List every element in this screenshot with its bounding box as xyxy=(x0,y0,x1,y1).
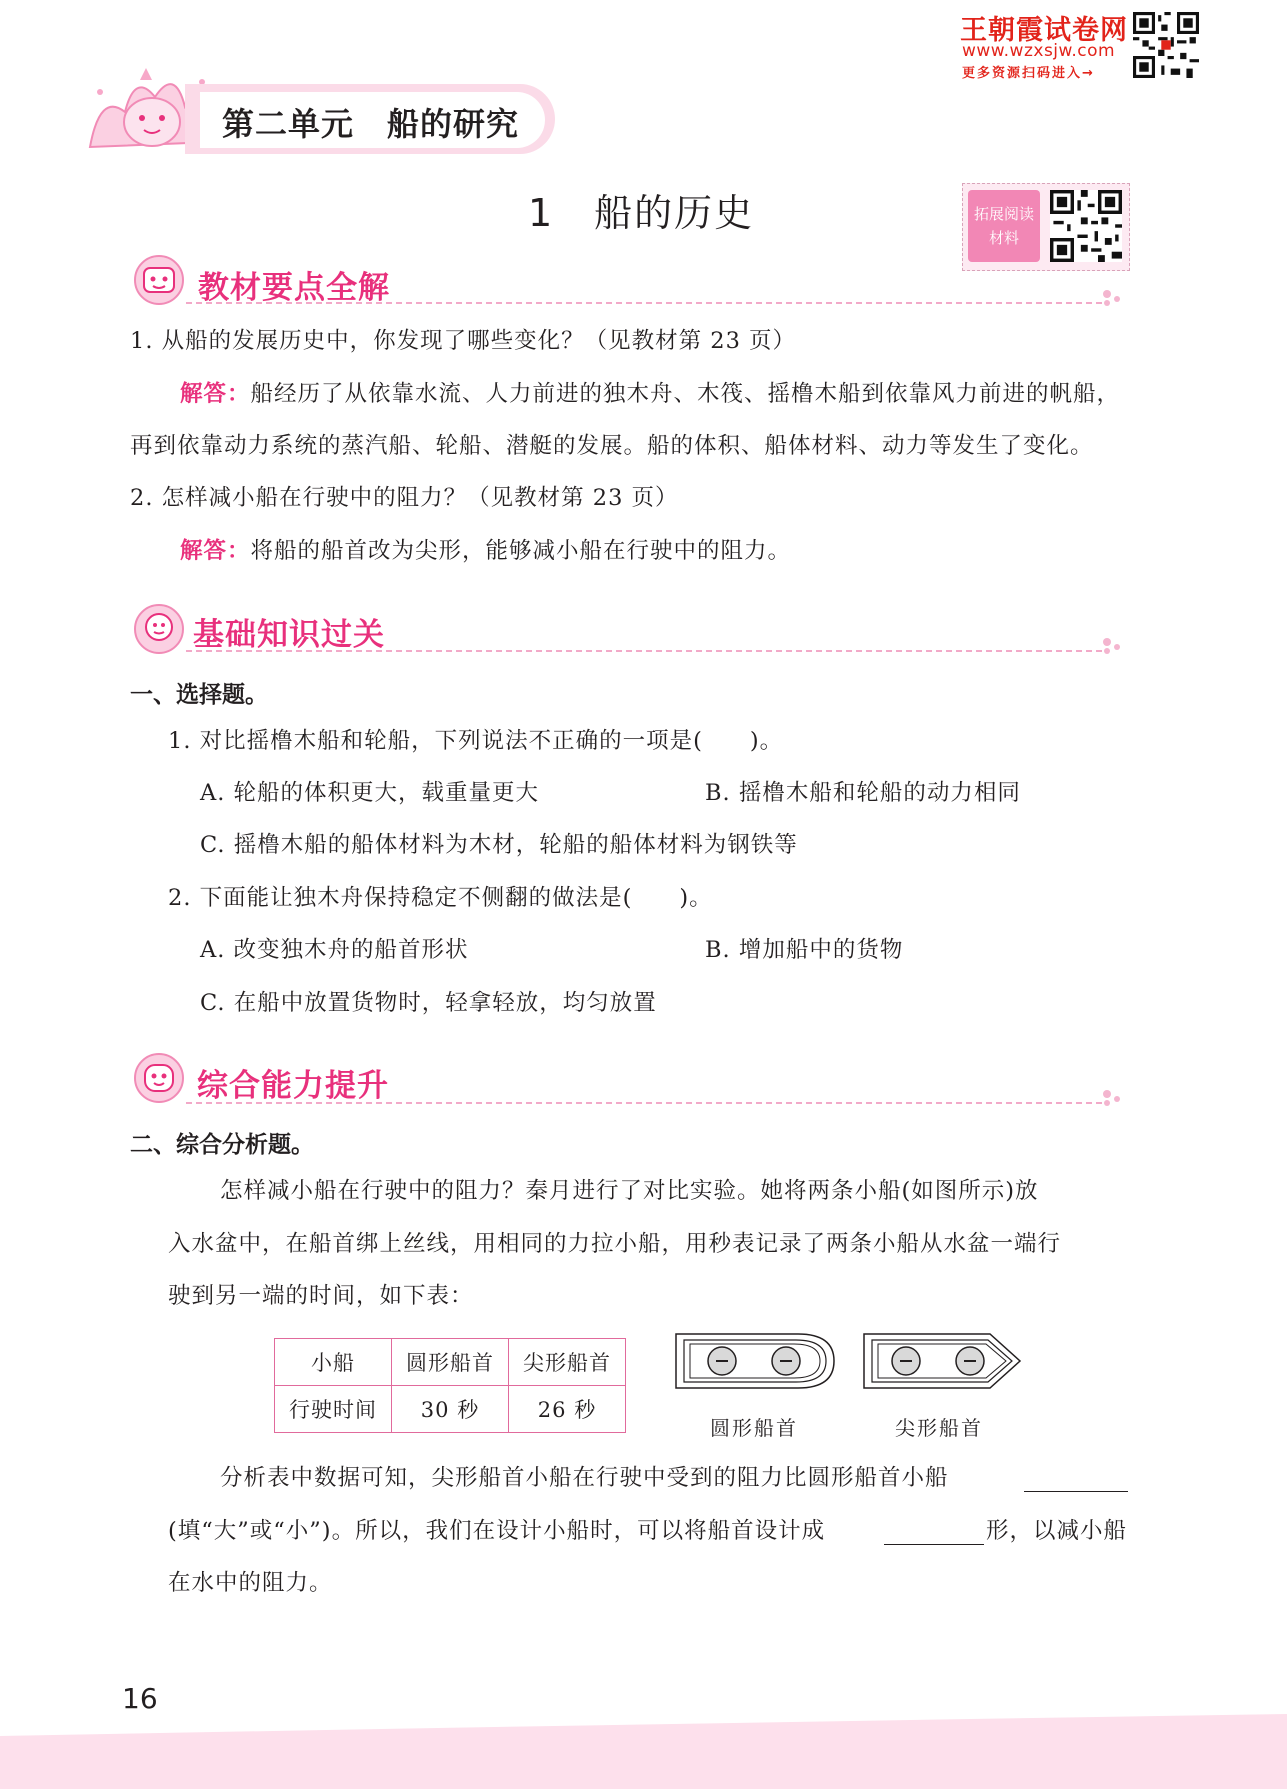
table-cell: 行驶时间 xyxy=(275,1386,392,1433)
choice-c[interactable]: C. 在船中放置货物时，轻拿轻放，均匀放置 xyxy=(200,990,657,1016)
section-mascot-icon xyxy=(130,603,188,655)
section-divider xyxy=(186,302,1102,304)
part-heading: 二、综合分析题。 xyxy=(130,1132,314,1158)
section-mascot-icon xyxy=(130,254,188,306)
brand-url[interactable]: www.wzxsjw.com xyxy=(962,41,1116,61)
paragraph-line: 驶到另一端的时间，如下表： xyxy=(168,1283,474,1309)
choice-b[interactable]: B. 增加船中的货物 xyxy=(705,937,904,963)
lesson-title: 1 船的历史 xyxy=(528,191,755,235)
paragraph-line: 入水盆中，在船首绑上丝线，用相同的力拉小船，用秒表记录了两条小船从水盆一端行 xyxy=(168,1231,1062,1257)
paragraph-line: 在水中的阻力。 xyxy=(168,1570,333,1596)
choice-c[interactable]: C. 摇橹木船的船体材料为木材，轮船的船体材料为钢铁等 xyxy=(200,832,798,858)
figure-caption: 圆形船首 xyxy=(710,1416,798,1440)
qr-code-icon[interactable] xyxy=(1050,190,1122,262)
paragraph-line: 怎样减小船在行驶中的阻力？秦月进行了对比实验。她将两条小船(如图所示)放 xyxy=(220,1178,1039,1204)
extended-reading-label: 拓展阅读材料 xyxy=(968,190,1040,262)
table-cell: 小船 xyxy=(275,1339,392,1386)
paragraph-line: 形，以减小船 xyxy=(986,1518,1128,1544)
answer-blank[interactable] xyxy=(884,1544,984,1545)
page-number: 16 xyxy=(122,1682,158,1715)
question-text: 2. 下面能让独木舟保持稳定不侧翻的做法是( )。 xyxy=(168,885,713,911)
table-cell: 尖形船首 xyxy=(509,1339,626,1386)
table-row xyxy=(275,1339,626,1386)
qr-code-icon[interactable] xyxy=(1133,12,1199,78)
answer-line: 解答：船经历了从依靠水流、人力前进的独木舟、木筏、摇橹木船到依靠风力前进的帆船， xyxy=(180,381,1121,407)
table-cell: 26 秒 xyxy=(509,1386,626,1433)
answer-line: 解答：将船的船首改为尖形，能够减小船在行驶中的阻力。 xyxy=(180,538,792,564)
section-mascot-icon xyxy=(130,1052,188,1104)
section-divider xyxy=(186,650,1102,652)
question-text: 1. 从船的发展历史中，你发现了哪些变化？（见教材第 23 页） xyxy=(130,328,797,354)
answer-blank[interactable] xyxy=(1024,1491,1128,1492)
choice-b[interactable]: B. 摇橹木船和轮船的动力相同 xyxy=(705,780,1021,806)
answer-label: 解答： xyxy=(180,381,251,407)
brand-name: 王朝霞试卷网 xyxy=(960,15,1128,46)
round-bow-boat-icon xyxy=(670,1328,840,1394)
paragraph-line: 分析表中数据可知，尖形船首小船在行驶中受到的阻力比圆形船首小船 xyxy=(220,1465,949,1491)
unit-title: 第二单元 船的研究 xyxy=(222,105,520,143)
part-heading: 一、选择题。 xyxy=(130,682,268,708)
section-title-key-points: 教材要点全解 xyxy=(198,270,390,306)
data-table xyxy=(274,1338,626,1433)
pointed-bow-boat-icon xyxy=(858,1328,1026,1394)
brand-tagline: 更多资源扫码进入→ xyxy=(962,66,1095,81)
table-row xyxy=(275,1386,626,1433)
paragraph-line: (填“大”或“小”)。所以，我们在设计小船时，可以将船首设计成 xyxy=(168,1518,826,1544)
figure-caption: 尖形船首 xyxy=(895,1416,983,1440)
footer-decoration xyxy=(0,1714,1287,1789)
answer-line: 再到依靠动力系统的蒸汽船、轮船、潜艇的发展。船的体积、船体材料、动力等发生了变化。 xyxy=(130,433,1094,459)
choice-a[interactable]: A. 改变独木舟的船首形状 xyxy=(200,937,469,963)
table-cell: 圆形船首 xyxy=(392,1339,509,1386)
section-title-comprehensive: 综合能力提升 xyxy=(197,1068,389,1104)
section-divider xyxy=(186,1102,1102,1104)
question-text: 2. 怎样减小船在行驶中的阻力？（见教材第 23 页） xyxy=(130,485,679,511)
table-cell: 30 秒 xyxy=(392,1386,509,1433)
answer-label: 解答： xyxy=(180,538,251,564)
section-title-basic-knowledge: 基础知识过关 xyxy=(193,617,385,653)
choice-a[interactable]: A. 轮船的体积更大，载重量更大 xyxy=(200,780,540,806)
question-text: 1. 对比摇橹木船和轮船，下列说法不正确的一项是( )。 xyxy=(168,728,784,754)
